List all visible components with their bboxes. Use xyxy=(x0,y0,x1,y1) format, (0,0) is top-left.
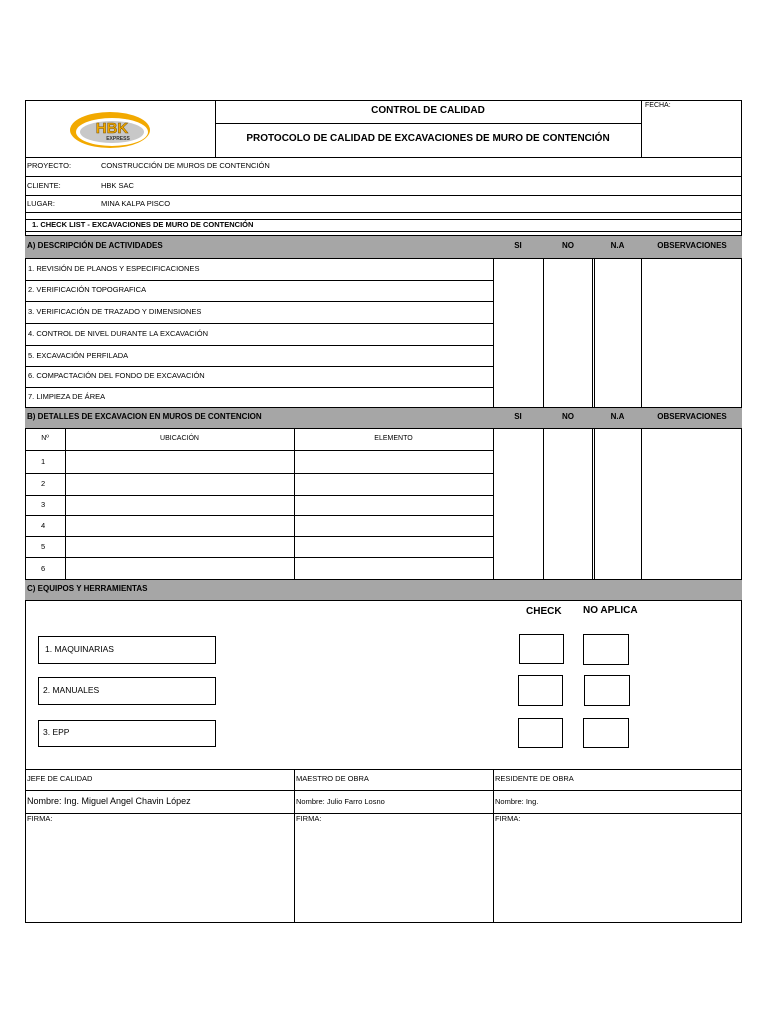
section-a-col-si: SI xyxy=(514,241,522,250)
jefe-calidad-label: JEFE DE CALIDAD xyxy=(27,774,93,783)
check-label: CHECK xyxy=(526,606,562,617)
row-number: 1 xyxy=(41,457,46,466)
section-a-col-na: N.A xyxy=(610,241,625,250)
activity-item: 1. REVISIÓN DE PLANOS Y ESPECIFICACIONES xyxy=(28,264,200,273)
section-b-title: B) DETALLES DE EXCAVACION EN MUROS DE CONTENCION xyxy=(27,412,262,421)
col-ubicacion: UBICACIÓN xyxy=(160,435,199,442)
section-b-col-na: N.A xyxy=(610,412,625,421)
maquinarias-check-box[interactable] xyxy=(519,634,564,664)
epp-no-aplica-box[interactable] xyxy=(583,718,629,748)
row-number: 2 xyxy=(41,479,46,488)
section-a-no-cells[interactable] xyxy=(544,260,592,407)
row-number: 3 xyxy=(41,500,46,509)
form-subtitle: PROTOCOLO DE CALIDAD DE EXCAVACIONES DE MURO DE CONTENCIÓN xyxy=(246,133,610,144)
proyecto-label: PROYECTO: xyxy=(27,161,72,170)
equipment-item: 3. EPP xyxy=(38,720,216,747)
lugar-label: LUGAR: xyxy=(27,199,55,208)
activity-item: 3. VERIFICACIÓN DE TRAZADO Y DIMENSIONES xyxy=(28,307,202,316)
section-a-col-obs: OBSERVACIONES xyxy=(657,241,727,250)
section-b-col-si: SI xyxy=(514,412,522,421)
ubicacion-cells[interactable] xyxy=(66,451,294,579)
section-b-observaciones[interactable] xyxy=(642,430,741,579)
section-b-col-obs: OBSERVACIONES xyxy=(657,412,727,421)
svg-text:EXPRESS: EXPRESS xyxy=(106,136,130,142)
equipment-item: 1. MAQUINARIAS xyxy=(38,636,216,664)
firma-label: FIRMA: xyxy=(27,814,53,823)
epp-check-box[interactable] xyxy=(518,718,563,748)
cliente-value[interactable]: HBK SAC xyxy=(101,181,134,190)
manuales-check-box[interactable] xyxy=(518,675,563,706)
form-title: CONTROL DE CALIDAD xyxy=(371,105,485,116)
fecha-field[interactable] xyxy=(642,111,741,156)
section-a-si-cells[interactable] xyxy=(494,260,543,407)
fecha-label: FECHA: xyxy=(645,102,671,109)
activity-item: 4. CONTROL DE NIVEL DURANTE LA EXCAVACIÓN xyxy=(28,329,209,338)
activity-item: 5. EXCAVACIÓN PERFILADA xyxy=(28,351,129,360)
jefe-firma-area[interactable] xyxy=(26,824,294,922)
proyecto-value[interactable]: CONSTRUCCIÓN DE MUROS DE CONTENCIÓN xyxy=(101,161,270,170)
cliente-label: CLIENTE: xyxy=(27,181,61,190)
lugar-value[interactable]: MINA KALPA PISCO xyxy=(101,199,171,208)
section-c-title: C) EQUIPOS Y HERRAMIENTAS xyxy=(27,584,148,593)
activity-item: 6. COMPACTACIÓN DEL FONDO DE EXCAVACIÓN xyxy=(28,371,205,380)
col-numero: Nº xyxy=(41,435,49,442)
no-aplica-label: NO APLICA xyxy=(583,605,638,616)
residente-firma-area[interactable] xyxy=(494,824,741,922)
company-logo xyxy=(68,108,153,152)
section-a-col-no: NO xyxy=(562,241,574,250)
section-a-na-cells[interactable] xyxy=(595,260,641,407)
jefe-calidad-name[interactable]: Nombre: Ing. Miguel Angel Chavin López xyxy=(27,796,191,806)
maestro-obra-name[interactable]: Nombre: Julio Farro Losno xyxy=(296,797,385,806)
residente-obra-label: RESIDENTE DE OBRA xyxy=(495,774,574,783)
elemento-cells[interactable] xyxy=(295,451,493,579)
col-elemento: ELEMENTO xyxy=(374,435,413,442)
activity-item: 2. VERIFICACIÓN TOPOGRAFICA xyxy=(28,285,147,294)
checklist-title: 1. CHECK LIST - EXCAVACIONES DE MURO DE CONTENCIÓN xyxy=(32,220,254,229)
row-number: 6 xyxy=(41,564,46,573)
maestro-obra-label: MAESTRO DE OBRA xyxy=(296,774,369,783)
firma-label: FIRMA: xyxy=(495,814,521,823)
row-number: 4 xyxy=(41,521,46,530)
equipment-item: 2. MANUALES xyxy=(38,677,216,705)
section-a-observaciones[interactable] xyxy=(642,260,741,407)
maquinarias-no-aplica-box[interactable] xyxy=(583,634,629,665)
section-a-title: A) DESCRIPCIÓN DE ACTIVIDADES xyxy=(27,241,163,250)
section-b-col-no: NO xyxy=(562,412,574,421)
row-number: 5 xyxy=(41,542,46,551)
activity-item: 7. LIMPIEZA DE ÁREA xyxy=(28,392,106,401)
firma-label: FIRMA: xyxy=(296,814,322,823)
manuales-no-aplica-box[interactable] xyxy=(584,675,630,706)
svg-text:HBK: HBK xyxy=(95,120,129,137)
maestro-firma-area[interactable] xyxy=(295,824,493,922)
residente-obra-name[interactable]: Nombre: Ing. xyxy=(495,797,539,806)
